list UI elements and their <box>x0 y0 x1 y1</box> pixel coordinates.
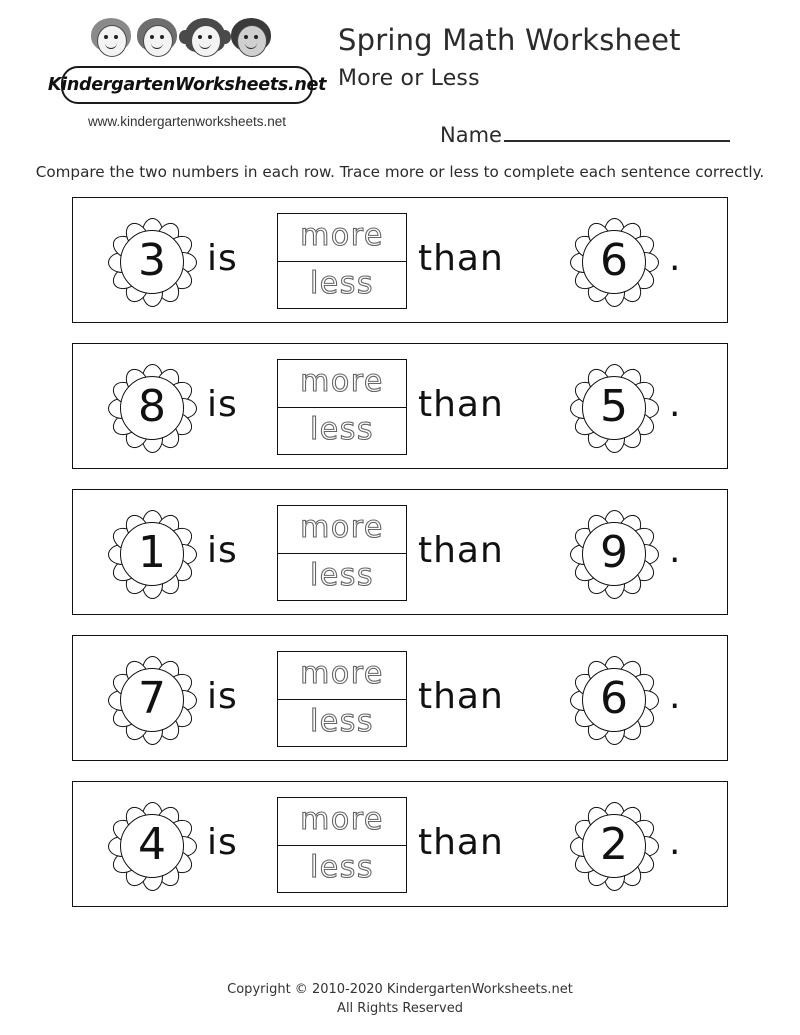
choice-more[interactable] <box>278 798 406 846</box>
left-number: 7 <box>138 672 166 724</box>
trace-word-less: less <box>309 412 375 447</box>
kid-icon <box>89 18 133 64</box>
more-less-choice-box[interactable] <box>277 505 407 601</box>
table-row <box>72 343 728 469</box>
flower-center <box>582 230 646 294</box>
kid-icon <box>183 18 227 64</box>
choice-more[interactable] <box>278 652 406 700</box>
choice-less[interactable] <box>278 262 406 310</box>
flower-left <box>97 499 205 607</box>
copyright-text: Copyright © 2010-2020 KindergartenWorksheets.net <box>227 982 573 998</box>
word-than: than <box>418 530 504 571</box>
flower-left <box>97 645 205 753</box>
footer <box>0 981 800 1019</box>
table-row <box>72 489 728 615</box>
flower-right <box>559 645 667 753</box>
worksheet-header <box>0 0 800 150</box>
flower-right <box>559 791 667 899</box>
page-title: Spring Math Worksheet <box>338 23 681 57</box>
right-number: 2 <box>600 818 628 870</box>
trace-word-less: less <box>309 850 375 885</box>
word-is: is <box>207 822 238 863</box>
kid-icon <box>229 18 273 64</box>
word-is: is <box>207 676 238 717</box>
flower-center <box>120 668 184 732</box>
flower-center <box>582 668 646 732</box>
trace-word-more: more <box>300 509 384 545</box>
left-number: 1 <box>138 526 166 578</box>
choice-less[interactable] <box>278 700 406 748</box>
flower-right <box>559 207 667 315</box>
site-logo[interactable] <box>47 18 327 129</box>
site-url: www.kindergartenworksheets.net <box>87 114 287 129</box>
flower-center <box>120 522 184 586</box>
flower-right <box>559 353 667 461</box>
name-input-line[interactable] <box>504 122 730 142</box>
flower-left <box>97 791 205 899</box>
flower-left <box>97 207 205 315</box>
period-mark: . <box>669 530 681 571</box>
kid-icon <box>135 18 179 64</box>
more-less-choice-box[interactable] <box>277 797 407 893</box>
period-mark: . <box>669 384 681 425</box>
period-mark: . <box>669 676 681 717</box>
more-less-choice-box[interactable] <box>277 213 407 309</box>
trace-word-more: more <box>300 655 384 691</box>
period-mark: . <box>669 238 681 279</box>
title-block <box>338 24 768 91</box>
rights-text: All Rights Reserved <box>337 1001 463 1017</box>
logo-text: KindergartenWorksheets.net <box>47 75 327 95</box>
word-than: than <box>418 822 504 863</box>
flower-center <box>120 814 184 878</box>
kids-illustration <box>87 18 287 70</box>
word-is: is <box>207 530 238 571</box>
flower-center <box>582 522 646 586</box>
right-number: 9 <box>600 526 628 578</box>
flower-center <box>120 230 184 294</box>
trace-word-more: more <box>300 217 384 253</box>
more-less-choice-box[interactable] <box>277 359 407 455</box>
flower-center <box>582 814 646 878</box>
right-number: 5 <box>600 380 628 432</box>
trace-word-more: more <box>300 801 384 837</box>
choice-more[interactable] <box>278 506 406 554</box>
choice-less[interactable] <box>278 846 406 894</box>
choice-less[interactable] <box>278 408 406 456</box>
left-number: 3 <box>138 234 166 286</box>
flower-left <box>97 353 205 461</box>
word-than: than <box>418 676 504 717</box>
word-than: than <box>418 384 504 425</box>
more-less-choice-box[interactable] <box>277 651 407 747</box>
flower-right <box>559 499 667 607</box>
period-mark: . <box>669 822 681 863</box>
table-row <box>72 197 728 323</box>
trace-word-less: less <box>309 266 375 301</box>
table-row <box>72 635 728 761</box>
page-subtitle: More or Less <box>338 66 480 92</box>
word-is: is <box>207 238 238 279</box>
name-label: Name <box>440 123 502 147</box>
name-field-row <box>440 122 730 147</box>
instructions-text: Compare the two numbers in each row. Trace more or less to complete each sentence correctly. <box>35 163 765 181</box>
trace-word-less: less <box>309 558 375 593</box>
right-number: 6 <box>600 672 628 724</box>
table-row <box>72 781 728 907</box>
logo-banner <box>47 66 327 104</box>
choice-more[interactable] <box>278 360 406 408</box>
left-number: 8 <box>138 380 166 432</box>
choice-less[interactable] <box>278 554 406 602</box>
word-than: than <box>418 238 504 279</box>
flower-center <box>120 376 184 440</box>
trace-word-more: more <box>300 363 384 399</box>
problem-rows <box>72 197 728 927</box>
trace-word-less: less <box>309 704 375 739</box>
word-is: is <box>207 384 238 425</box>
right-number: 6 <box>600 234 628 286</box>
choice-more[interactable] <box>278 214 406 262</box>
flower-center <box>582 376 646 440</box>
left-number: 4 <box>138 818 166 870</box>
